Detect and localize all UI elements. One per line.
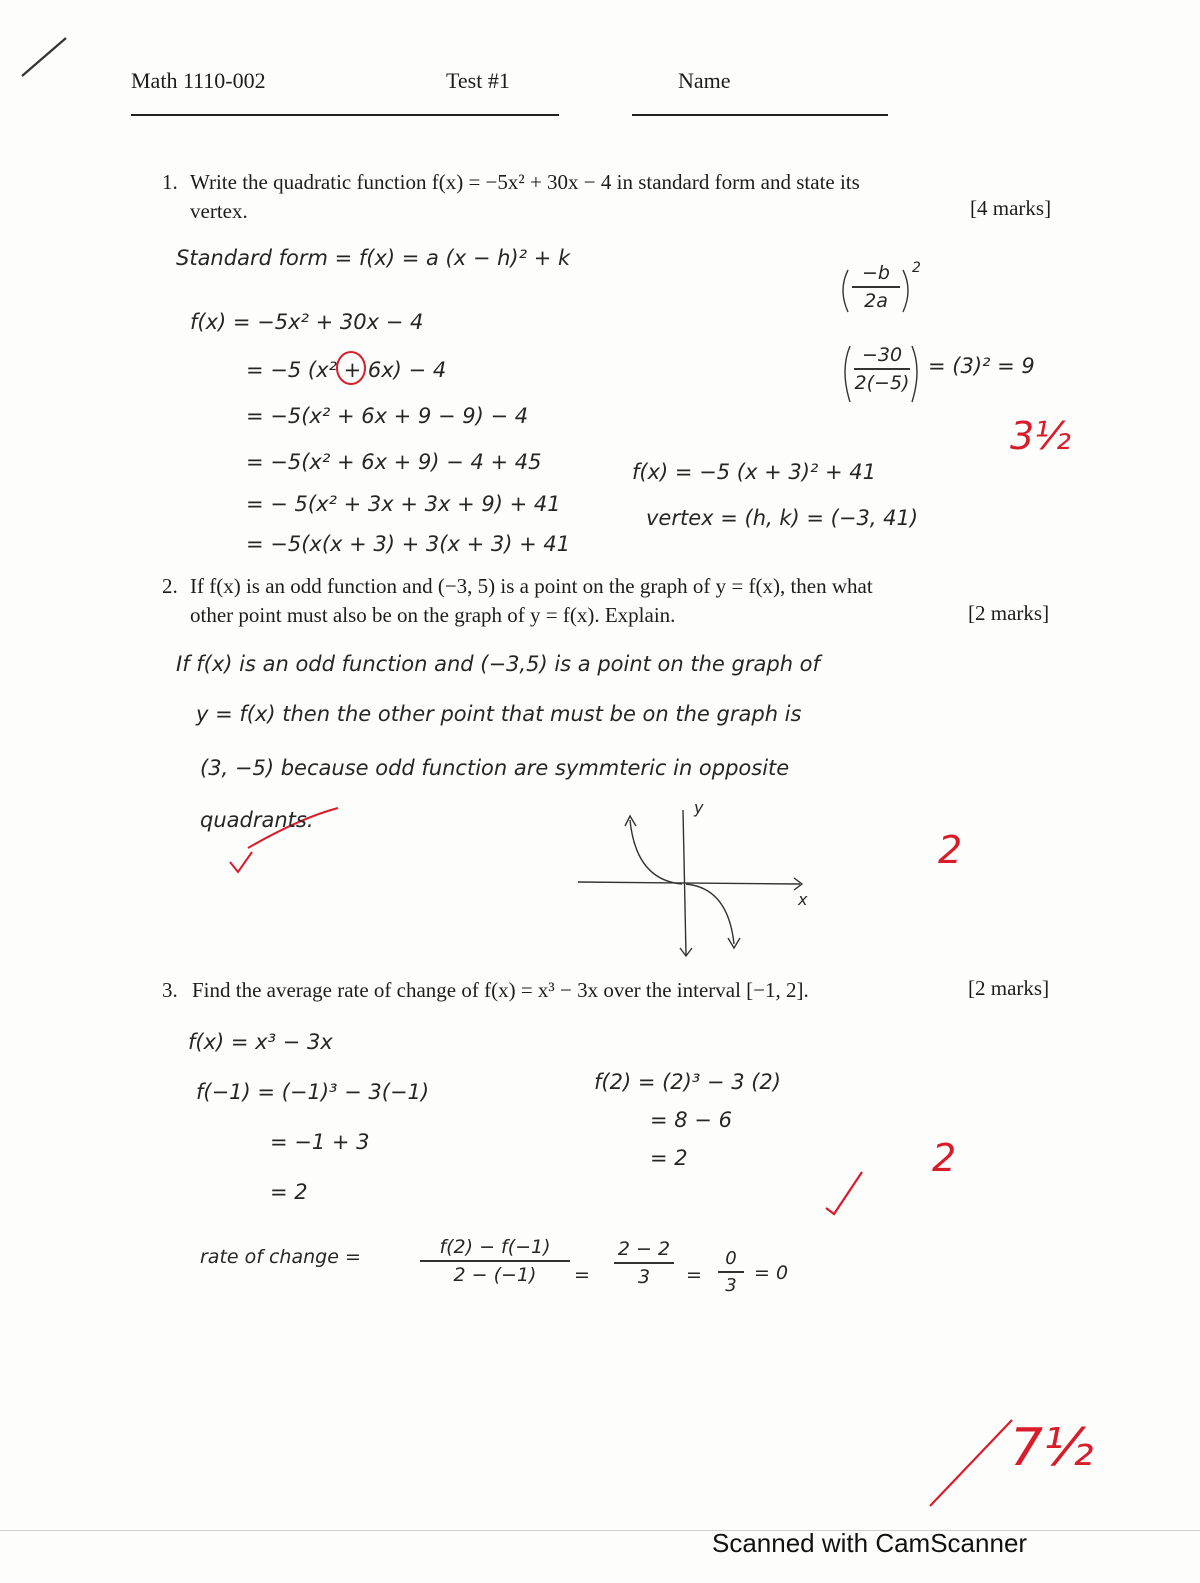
q3-prompt: Find the average rate of change of f(x) = x³ − 3x over the interval [−1, 2].	[192, 978, 809, 1002]
q3-rate-bar	[420, 1260, 570, 1262]
q3-simplify-bar	[614, 1262, 674, 1264]
name-label: Name	[678, 68, 731, 93]
red-check-q3	[826, 1172, 862, 1214]
paren-right-2	[912, 346, 917, 402]
q1-side-eq: = (3)² = 9	[928, 354, 1035, 378]
q3-rate-fraction	[420, 1236, 570, 1286]
q3-rate-den: 2 − (−1)	[453, 1263, 537, 1286]
q3-zero-num: 0	[725, 1248, 737, 1269]
red-check-q2	[230, 852, 252, 872]
q2-prompt-line1: If f(x) is an odd function and (−3, 5) is a point on the graph of y = f(x), then what	[190, 574, 873, 598]
q1-work-line2: = −5 (x² + 6x) − 4	[246, 358, 447, 382]
graph-curve-left	[630, 820, 682, 884]
q1-number: 1.	[162, 170, 178, 194]
course-title: Math 1110-002	[131, 68, 266, 93]
q1-side-b-exponent: 2	[912, 260, 921, 276]
paren-right-1	[903, 270, 908, 312]
q2-graph-y-label: y	[694, 798, 704, 817]
q1-side-b-num: −b	[862, 262, 890, 284]
camscanner-watermark: Scanned with CamScanner	[712, 1528, 1028, 1558]
q2-answer-line2: y = f(x) then the other point that must be on the graph is	[196, 702, 802, 726]
q1-side-b-fraction	[852, 262, 900, 312]
q3-simplify-num: 2 − 2	[617, 1238, 671, 1260]
q3-zero-den: 3	[725, 1274, 737, 1296]
q2-score: 2	[938, 828, 963, 872]
q1-vertex: vertex = (h, k) = (−3, 41)	[646, 506, 919, 530]
test-title: Test #1	[446, 68, 510, 93]
q1-side-bar	[854, 368, 910, 370]
q2-marks: [2 marks]	[968, 601, 1050, 625]
q2-answer-line3: (3, −5) because odd function are symmteric in opposite	[200, 756, 790, 780]
q1-side-fraction	[854, 344, 910, 394]
q1-work-line4: = −5(x² + 6x + 9) − 4 + 45	[246, 450, 542, 474]
q1-marks: [4 marks]	[970, 196, 1052, 220]
header-rule-left	[131, 114, 559, 116]
q1-score: 3½	[1010, 414, 1072, 458]
q3-fm1-line1: f(−1) = (−1)³ − 3(−1)	[196, 1080, 430, 1104]
q3-f2-line3: = 2	[650, 1146, 688, 1170]
q1-result: f(x) = −5 (x + 3)² + 41	[632, 460, 876, 484]
q1-work-line5: = − 5(x² + 3x + 3x + 9) + 41	[246, 492, 561, 516]
q1-work-line1: f(x) = −5x² + 30x − 4	[190, 310, 424, 334]
q1-standard-form: Standard form = f(x) = a (x − h)² + k	[176, 246, 571, 270]
q3-simplify-den: 3	[637, 1265, 651, 1288]
paren-left-2	[845, 346, 850, 402]
q3-f2-line1: f(2) = (2)³ − 3 (2)	[594, 1070, 781, 1094]
q2-answer-line4: quadrants.	[200, 808, 314, 832]
q1-prompt-line2: vertex.	[190, 199, 248, 223]
q3-marks: [2 marks]	[968, 976, 1050, 1000]
q1-work-line6: = −5(x(x + 3) + 3(x + 3) + 41	[246, 532, 571, 556]
top-slash-mark	[22, 38, 66, 76]
total-slash-mark	[930, 1420, 1012, 1506]
q3-fm1-line2: = −1 + 3	[270, 1130, 370, 1154]
q3-simplify-fraction	[614, 1238, 674, 1288]
q3-number: 3.	[162, 978, 178, 1002]
q1-side-b-bar	[852, 286, 900, 288]
q3-fm1-line3: = 2	[270, 1180, 308, 1204]
total-score: 7½	[1010, 1418, 1094, 1478]
q3-rate-label: rate of change =	[200, 1246, 361, 1268]
q3-eq2: =	[686, 1264, 702, 1286]
q1-side-num: −30	[861, 344, 903, 366]
q1-prompt-line1: Write the quadratic function f(x) = −5x² + 30x − 4 in standard form and state its	[190, 170, 860, 194]
graph-curve-right	[686, 884, 734, 944]
q1-side-den: 2(−5)	[854, 371, 910, 394]
q2-prompt-line2: other point must also be on the graph of y = f(x). Explain.	[190, 603, 676, 627]
q1-side-b-den: 2a	[864, 289, 888, 312]
q3-eq1: =	[574, 1264, 590, 1286]
q2-answer-line1: If f(x) is an odd function and (−3,5) is a point on the graph of	[176, 652, 820, 676]
q1-work-line3: = −5(x² + 6x + 9 − 9) − 4	[246, 404, 529, 428]
paren-left-1	[843, 270, 848, 312]
q2-graph-x-label: x	[798, 890, 808, 909]
q3-result: = 0	[754, 1262, 789, 1284]
q3-function: f(x) = x³ − 3x	[188, 1030, 333, 1054]
q3-rate-num: f(2) − f(−1)	[439, 1236, 551, 1258]
q3-zero-fraction	[718, 1248, 744, 1296]
q3-f2-line2: = 8 − 6	[650, 1108, 732, 1132]
q2-number: 2.	[162, 574, 178, 598]
q3-score: 2	[932, 1136, 957, 1180]
q3-zero-bar	[718, 1271, 744, 1273]
header-rule-right	[632, 114, 888, 116]
